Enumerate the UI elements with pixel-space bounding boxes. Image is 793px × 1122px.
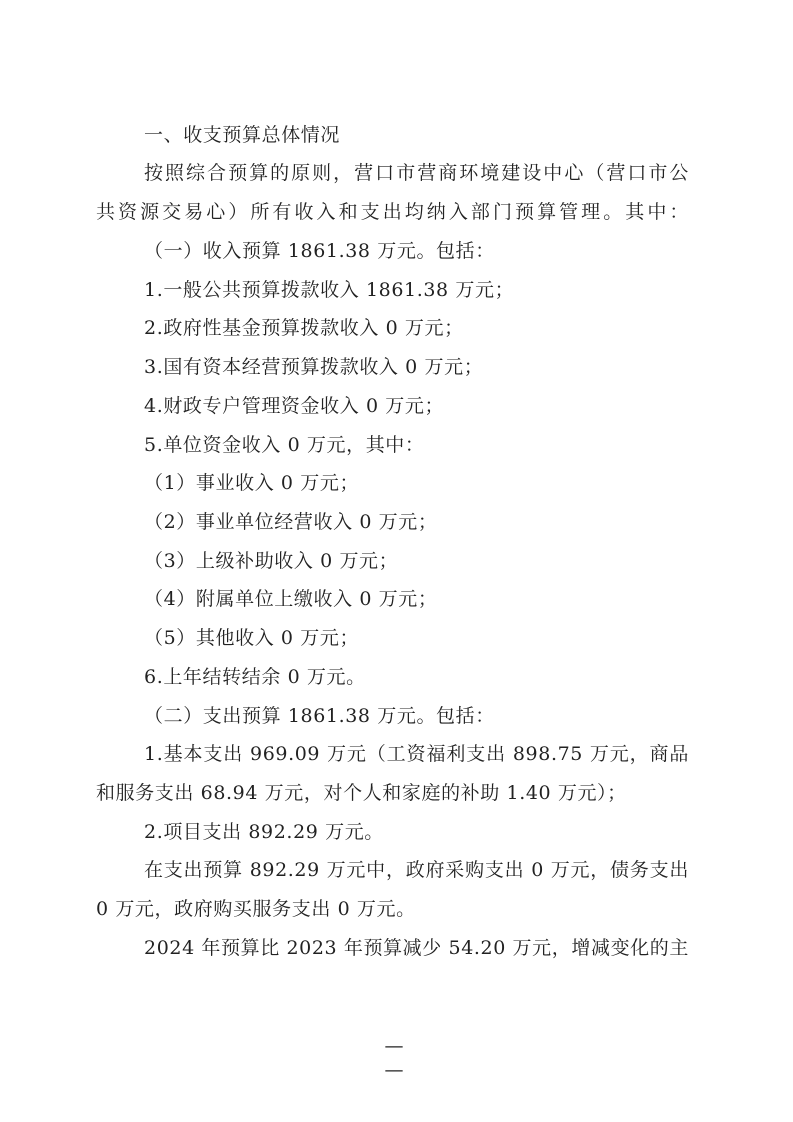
income-subitem: （4）附属单位上缴收入 0 万元； bbox=[144, 588, 438, 610]
expense-item: 1.基本支出 969.09 万元（工资福利支出 898.75 万元，商品 bbox=[144, 743, 689, 765]
income-subitem: （1）事业收入 0 万元； bbox=[144, 472, 360, 494]
income-subitem: （2）事业单位经营收入 0 万元； bbox=[144, 511, 438, 533]
income-item: 3.国有资本经营预算拨款收入 0 万元； bbox=[144, 356, 484, 378]
paragraph-line: 2024 年预算比 2023 年预算减少 54.20 万元，增减变化的主 bbox=[144, 937, 689, 959]
section-heading: 一、收支预算总体情况 bbox=[144, 124, 341, 146]
income-subitem: （3）上级补助收入 0 万元； bbox=[144, 550, 399, 572]
page-number: — — bbox=[384, 1035, 408, 1081]
income-item: 2.政府性基金预算拨款收入 0 万元； bbox=[144, 317, 464, 339]
income-item: 6.上年结转结余 0 万元。 bbox=[144, 666, 366, 688]
expense-heading: （二）支出预算 1861.38 万元。包括： bbox=[144, 705, 495, 727]
expense-item-continued: 和服务支出 68.94 万元，对个人和家庭的补助 1.40 万元）； bbox=[96, 782, 627, 804]
income-item: 4.财政专户管理资金收入 0 万元； bbox=[144, 395, 445, 417]
paragraph-line: 按照综合预算的原则，营口市营商环境建设中心（营口市公 bbox=[144, 162, 689, 184]
income-item: 1.一般公共预算拨款收入 1861.38 万元； bbox=[144, 279, 515, 301]
paragraph-line: 在支出预算 892.29 万元中，政府采购支出 0 万元，债务支出 bbox=[144, 859, 689, 881]
income-heading: （一）收入预算 1861.38 万元。包括： bbox=[144, 240, 495, 262]
paragraph-line: 共资源交易心）所有收入和支出均纳入部门预算管理。其中： bbox=[96, 201, 689, 223]
paragraph-line: 0 万元，政府购买服务支出 0 万元。 bbox=[96, 898, 416, 920]
income-item: 5.单位资金收入 0 万元，其中： bbox=[144, 434, 425, 456]
expense-item: 2.项目支出 892.29 万元。 bbox=[144, 821, 384, 843]
income-subitem: （5）其他收入 0 万元； bbox=[144, 627, 360, 649]
